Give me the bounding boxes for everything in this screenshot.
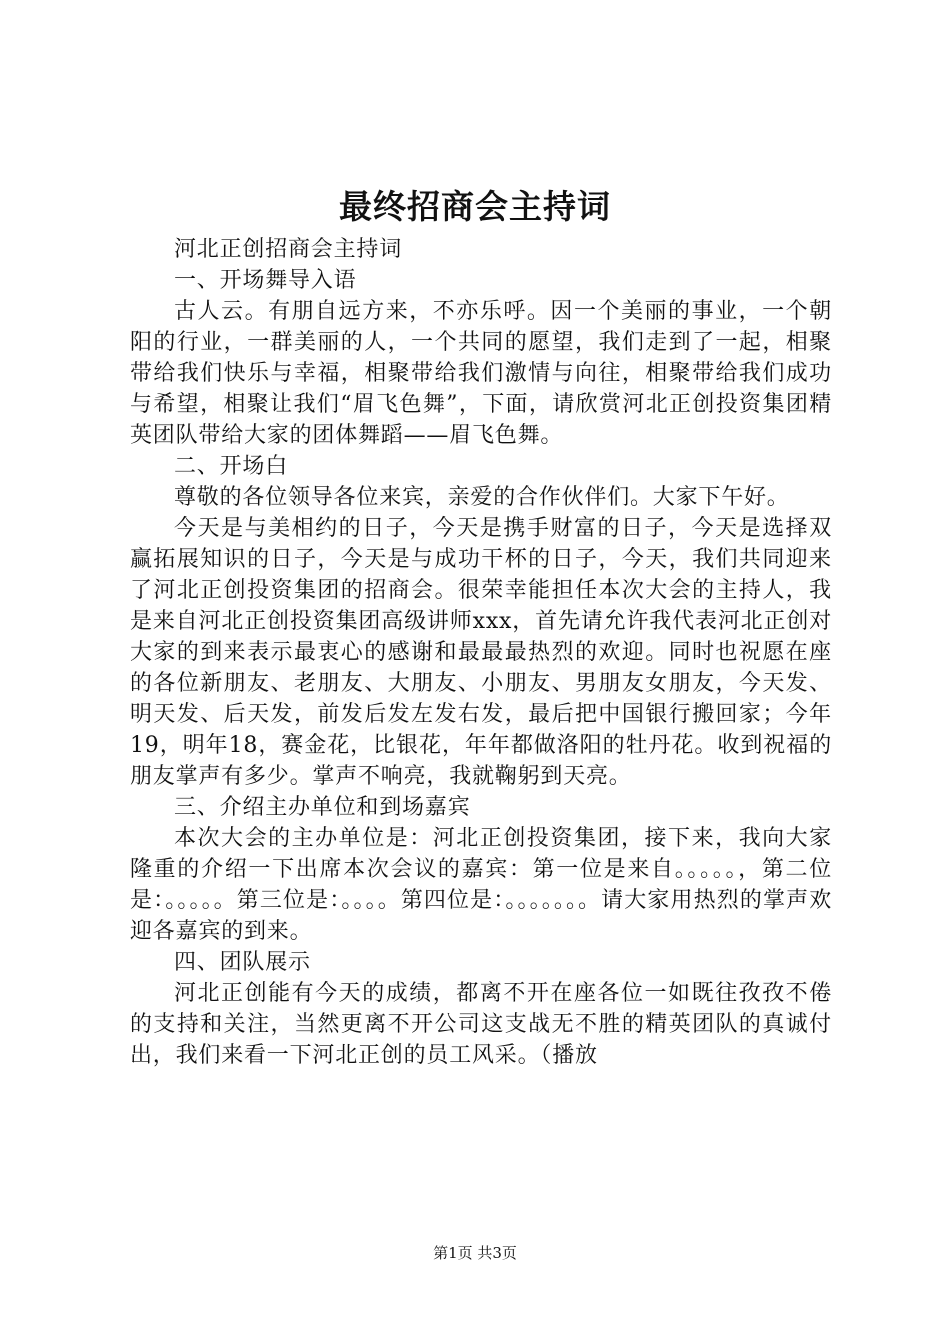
body-paragraph: 河北正创能有今天的成绩，都离不开在座各位一如既往孜孜不倦的支持和关注，当然更离不开公司这支战无不胜的精英团队的真诚付出，我们来看一下河北正创的员工风采。（播放: [130, 981, 832, 1068]
document-title: 最终招商会主持词: [339, 187, 611, 226]
subtitle-paragraph: 河北正创招商会主持词: [174, 237, 403, 262]
body-paragraph: 尊敬的各位领导各位来宾，亲爱的合作伙伴们。大家下午好。: [174, 485, 790, 510]
section-heading-opening-dance: 一、开场舞导入语: [174, 268, 357, 293]
section-heading-team-showcase: 四、团队展示: [174, 950, 311, 975]
body-paragraph: 本次大会的主办单位是：河北正创投资集团，接下来，我向大家隆重的介绍一下出席本次会议的嘉宾：第一位是来自。。。。。，第二位是：。。。。。第三位是：。。。。第四位是：。。。。。。。请大家用热烈的掌声欢迎各嘉宾的到来。: [130, 826, 832, 944]
section-heading-hosts-and-guests: 三、介绍主办单位和到场嘉宾: [174, 795, 471, 820]
section-heading-opening-remarks: 二、开场白: [174, 454, 289, 479]
body-paragraph: 古人云。有朋自远方来，不亦乐呼。因一个美丽的事业，一个朝阳的行业，一群美丽的人，一个共同的愿望，我们走到了一起，相聚带给我们快乐与幸福，相聚带给我们激情与向往，相聚带给我们成功与希望，相聚让我们“眉飞色舞”，下面，请欣赏河北正创投资集团精英团队带给大家的团体舞蹈——眉飞色舞。: [130, 299, 832, 448]
body-paragraph: 今天是与美相约的日子，今天是携手财富的日子，今天是选择双赢拓展知识的日子，今天是与成功干杯的日子，今天，我们共同迎来了河北正创投资集团的招商会。很荣幸能担任本次大会的主持人，我是来自河北正创投资集团高级讲师xxx，首先请允许我代表河北正创对大家的到来表示最衷心的感谢和最最最热烈的欢迎。同时也祝愿在座的各位新朋友、老朋友、大朋友、小朋友、男朋友女朋友，今天发、明天发、后天发，前发后发左发右发，最后把中国银行搬回家；今年19，明年18，赛金花，比银花，年年都做洛阳的牡丹花。收到祝福的朋友掌声有多少。掌声不响亮，我就鞠躬到天亮。: [130, 516, 832, 789]
document-body: [130, 234, 832, 1071]
page-number-footer: 第1页 共3页: [433, 1244, 517, 1262]
